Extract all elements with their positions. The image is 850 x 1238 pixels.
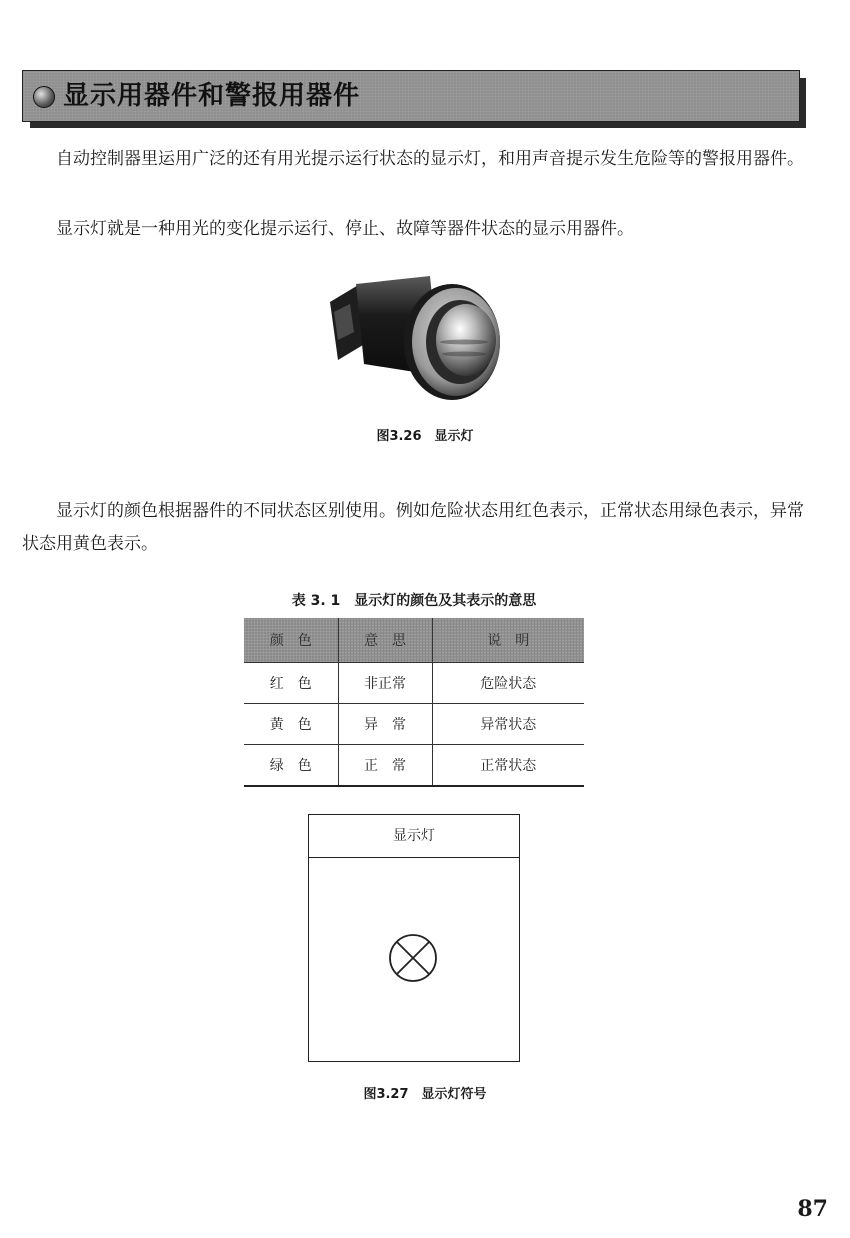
page-number: 87 (797, 1196, 828, 1222)
table-cell: 红 色 (244, 663, 338, 704)
color-meaning-table (244, 618, 584, 787)
indicator-lamp-photo (320, 272, 510, 402)
table-row (244, 745, 584, 787)
section-title: 显示用器件和警报用器件 (63, 81, 361, 111)
table-cell: 黄 色 (244, 704, 338, 745)
figure-caption-symbol: 图3.27 显示灯符号 (363, 1087, 487, 1102)
section-header-bar (22, 70, 800, 122)
paragraph-colors: 显示灯的颜色根据器件的不同状态区别使用。例如危险状态用红色表示，正常状态用绿色表示，异常状态用黄色表示。 (22, 501, 804, 554)
table-header-row (244, 618, 584, 663)
column-header-color: 颜 色 (244, 618, 338, 663)
table-row (244, 663, 584, 704)
table-cell: 异 常 (338, 704, 432, 745)
table-cell: 非正常 (338, 663, 432, 704)
table-row (244, 704, 584, 745)
lamp-symbol-label: 显示灯 (309, 815, 519, 858)
indicator-lamp-symbol-icon (387, 932, 439, 984)
figure-caption-lamp: 图3.26 显示灯 (376, 429, 474, 444)
lamp-symbol-box (308, 814, 520, 1062)
table-cell: 危险状态 (432, 663, 584, 704)
table-cell: 绿 色 (244, 745, 338, 787)
paragraph-definition: 显示灯就是一种用光的变化提示运行、停止、故障等器件状态的显示用器件。 (56, 219, 634, 239)
section-header (22, 70, 800, 122)
table-title: 表 3. 1 显示灯的颜色及其表示的意思 (291, 593, 537, 609)
table-cell: 正常状态 (432, 745, 584, 787)
table-cell: 正 常 (338, 745, 432, 787)
paragraph-intro: 自动控制器里运用广泛的还有用光提示运行状态的显示灯，和用声音提示发生危险等的警报用器件。 (56, 149, 804, 169)
table-cell: 异常状态 (432, 704, 584, 745)
column-header-meaning: 意 思 (338, 618, 432, 663)
column-header-description: 说 明 (432, 618, 584, 663)
bullet-icon (33, 86, 55, 108)
